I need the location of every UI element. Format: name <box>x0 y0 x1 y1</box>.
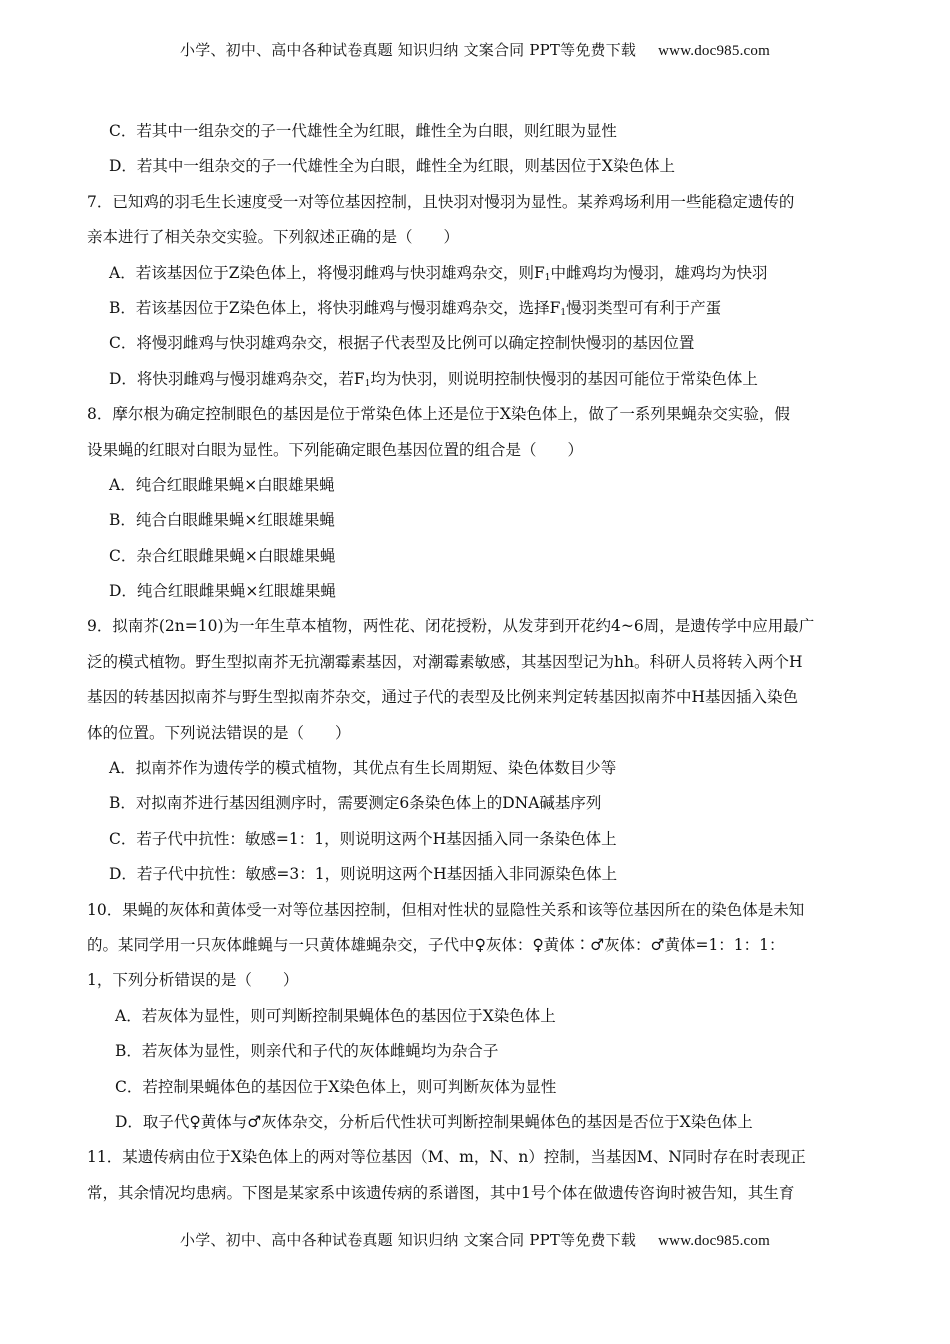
q7-option-a-part-1: A．若该基因位于Z染色体上，将慢羽雌鸡与快羽雄鸡杂交，则F <box>109 263 545 282</box>
q7-option-a <box>87 256 863 291</box>
q9-stem-line-2: 泛的模式植物。野生型拟南芥无抗潮霉素基因，对潮霉素敏感，其基因型记为hh。科研人员将转入两个H <box>87 652 803 671</box>
q10-stem-line-1: 10．果蝇的灰体和黄体受一对等位基因控制，但相对性状的显隐性关系和该等位基因所在的染色体是未知 <box>87 900 805 919</box>
q9-stem-line-1: 9．拟南芥(2n=10)为一年生草本植物，两性花、闭花授粉，从发芽到开花约4~6周，是遗传学中应用最广 <box>87 617 815 636</box>
q7-option-b-part-1: B．若该基因位于Z染色体上，将快羽雌鸡与慢羽雄鸡杂交，选择F <box>109 298 561 317</box>
question-content <box>87 114 863 1211</box>
q8-option-b: B．纯合白眼雌果蝇×红眼雄果蝇 <box>109 511 335 530</box>
q7-option-d-part-1: D．将快羽雌鸡与慢羽雄鸡杂交，若F <box>109 369 365 388</box>
q7-option-a-subscript: 1 <box>544 272 551 283</box>
q10-option-a: A．若灰体为显性，则可判断控制果蝇体色的基因位于X染色体上 <box>115 1006 556 1025</box>
page-header <box>0 41 950 60</box>
q6-option-c: C．若其中一组杂交的子一代雄性全为红眼，雌性全为白眼，则红眼为显性 <box>109 122 617 140</box>
q9-stem-line-3: 基因的转基因拟南芥与野生型拟南芥杂交，通过子代的表型及比例来判定转基因拟南芥中H基因插入染色 <box>87 688 799 707</box>
q8-option-d: D．纯合红眼雌果蝇×红眼雄果蝇 <box>109 582 336 601</box>
header-text: 小学、初中、高中各种试卷真题 知识归纳 文案合同 PPT等免费下载 <box>180 41 637 59</box>
q7-option-d-subscript: 1 <box>364 378 371 389</box>
q9-option-d: D．若子代中抗性：敏感=3：1，则说明这两个H基因插入非同源染色体上 <box>109 865 618 884</box>
q10-option-d: D．取子代♀黄体与♂灰体杂交，分析后代性状可判断控制果蝇体色的基因是否位于X染色体上 <box>115 1112 753 1131</box>
q7-option-d-part-2: 均为快羽，则说明控制快慢羽的基因可能位于常染色体上 <box>370 369 758 388</box>
q7-option-a-part-2: 中雌鸡均为慢羽，雄鸡均为快羽 <box>550 263 768 282</box>
q7-stem-line-2: 亲本进行了相关杂交实验。下列叙述正确的是（ ） <box>87 228 460 247</box>
q8-stem-line-1: 8．摩尔根为确定控制眼色的基因是位于常染色体上还是位于X染色体上，做了一系列果蝇杂交实验，假 <box>87 405 790 424</box>
q9-option-c: C．若子代中抗性：敏感=1：1，则说明这两个H基因插入同一条染色体上 <box>109 829 617 848</box>
q10-stem-line-2: 的。某同学用一只灰体雌蝇与一只黄体雄蝇杂交，子代中♀灰体：♀黄体∶♂灰体：♂黄体=1：1：1： <box>87 935 785 954</box>
q10-option-c: C．若控制果蝇体色的基因位于X染色体上，则可判断灰体为显性 <box>115 1077 557 1096</box>
q9-option-a: A．拟南芥作为遗传学的模式植物，其优点有生长周期短、染色体数目少等 <box>109 759 617 778</box>
footer-url[interactable]: www.doc985.com <box>658 1233 770 1249</box>
header-url[interactable]: www.doc985.com <box>658 43 770 59</box>
q7-option-b-subscript: 1 <box>560 307 567 318</box>
q7-option-b <box>87 291 863 326</box>
q7-option-d <box>87 362 863 397</box>
q11-stem-line-2: 常，其余情况均患病。下图是某家系中该遗传病的系谱图，其中1号个体在做遗传咨询时被告知，其生育 <box>87 1183 795 1202</box>
q7-option-c: C．将慢羽雌鸡与快羽雄鸡杂交，根据子代表型及比例可以确定控制快慢羽的基因位置 <box>109 334 695 353</box>
footer-text: 小学、初中、高中各种试卷真题 知识归纳 文案合同 PPT等免费下载 <box>180 1231 637 1249</box>
q10-option-b: B．若灰体为显性，则亲代和子代的灰体雌蝇均为杂合子 <box>115 1042 499 1061</box>
page-footer <box>0 1231 950 1250</box>
q11-stem-line-1: 11．某遗传病由位于X染色体上的两对等位基因（M、m，N、n）控制，当基因M、N同时存在时表现正 <box>87 1148 806 1167</box>
q8-option-a: A．纯合红眼雌果蝇×白眼雄果蝇 <box>109 475 335 494</box>
q10-stem-line-3: 1，下列分析错误的是（ ） <box>87 971 299 990</box>
q8-option-c: C．杂合红眼雌果蝇×白眼雄果蝇 <box>109 546 336 565</box>
q7-option-b-part-2: 慢羽类型可有利于产蛋 <box>566 298 722 317</box>
q8-stem-line-2: 设果蝇的红眼对白眼为显性。下列能确定眼色基因位置的组合是（ ） <box>87 440 584 459</box>
q6-option-d: D．若其中一组杂交的子一代雄性全为白眼，雌性全为红眼，则基因位于X染色体上 <box>109 157 675 176</box>
q9-stem-line-4: 体的位置。下列说法错误的是（ ） <box>87 723 351 742</box>
q9-option-b: B．对拟南芥进行基因组测序时，需要测定6条染色体上的DNA碱基序列 <box>109 794 602 813</box>
q7-stem-line-1: 7．已知鸡的羽毛生长速度受一对等位基因控制，且快羽对慢羽为显性。某养鸡场利用一些能稳定遗传的 <box>87 192 795 211</box>
